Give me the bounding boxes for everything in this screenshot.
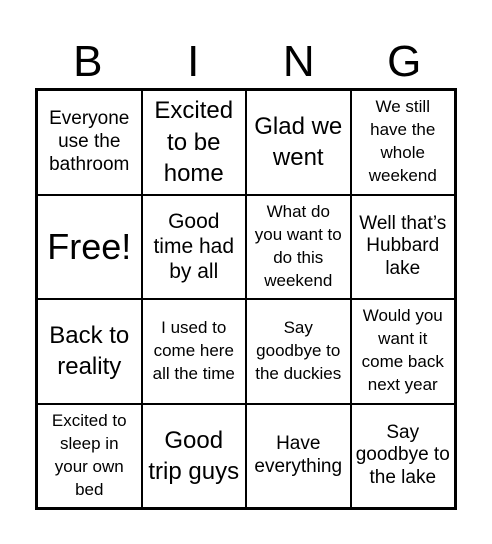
bingo-cell[interactable] (142, 90, 247, 195)
free-cell[interactable] (37, 195, 142, 300)
cell-text: Back to reality (49, 322, 130, 381)
bingo-cell[interactable] (246, 195, 351, 300)
bingo-cell[interactable] (37, 404, 142, 509)
header-letter-i: I (187, 37, 200, 86)
header-letter-b: B (73, 37, 103, 86)
cell-text: Would you want it come back next year (361, 306, 444, 395)
cell-text: What do you want to do this weekend (254, 201, 342, 290)
bingo-cell[interactable] (246, 90, 351, 195)
bingo-cell[interactable] (246, 404, 351, 509)
header-letter-n: N (282, 37, 315, 86)
cell-text: Say goodbye to the lake (355, 421, 450, 489)
cell-text: Excited to sleep in your own bed (51, 410, 127, 499)
free-text: Free! (47, 226, 132, 268)
bingo-cell[interactable] (142, 195, 247, 300)
cell-text: Have everything (254, 432, 343, 477)
cell-text: Good trip guys (148, 426, 240, 485)
cell-text: Glad we went (254, 113, 343, 172)
cell-text: Well that’s Hubbard lake (359, 212, 447, 280)
cell-text: I used to come here all the time (152, 317, 235, 383)
bingo-header (35, 36, 457, 88)
cell-text: We still have the whole weekend (368, 97, 437, 186)
bingo-cell[interactable] (142, 299, 247, 404)
bingo-cell[interactable] (37, 299, 142, 404)
bingo-grid (35, 88, 457, 510)
bingo-cell[interactable] (351, 299, 456, 404)
cell-text: Good time had by all (153, 209, 235, 284)
cell-text: Say goodbye to the duckies (255, 317, 342, 383)
bingo-cell[interactable] (351, 195, 456, 300)
bingo-cell[interactable] (142, 404, 247, 509)
bingo-cell[interactable] (351, 404, 456, 509)
header-letter-g: G (387, 37, 422, 86)
bingo-cell[interactable] (37, 90, 142, 195)
bingo-cell[interactable] (246, 299, 351, 404)
bingo-cell[interactable] (351, 90, 456, 195)
cell-text: Everyone use the bathroom (49, 108, 130, 175)
cell-text: Excited to be home (154, 97, 234, 187)
